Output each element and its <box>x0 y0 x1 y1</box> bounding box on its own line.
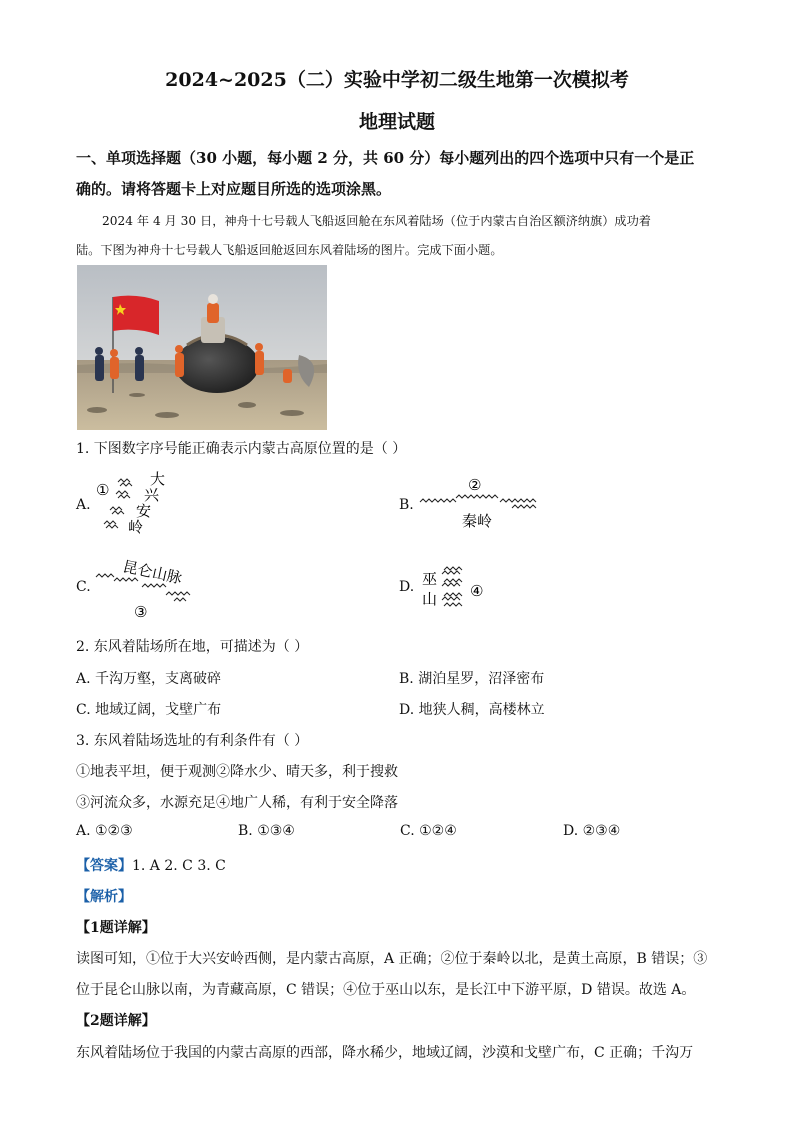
q1-option-d-letter: D. <box>399 579 415 595</box>
intro-line2: 陆。下图为神舟十七号载人飞船返回舱返回东风着陆场的图片。完成下面小题。 <box>76 243 503 257</box>
page-subtitle: 地理试题 <box>358 111 435 133</box>
q2-option-c: C. 地域辽阔，戈壁广布 <box>76 702 222 718</box>
q1-option-c-letter: C. <box>76 579 91 595</box>
question-1-stem: 1. 下图数字序号能正确表示内蒙古高原位置的是（ ） <box>76 441 407 457</box>
analysis-tag: 【解析】 <box>76 889 132 905</box>
detail-1-line1: 读图可知，①位于大兴安岭西侧，是内蒙古高原，A 正确；②位于秦岭以北，是黄土高原，B 错误；③ <box>76 951 708 967</box>
q1a-circle-num: ① <box>96 481 110 499</box>
answer-text: 1. A 2. C 3. C <box>132 858 226 874</box>
capsule-landing-photo <box>77 265 327 430</box>
detail-2-line1: 东风着陆场位于我国的内蒙古高原的西部，降水稀少，地域辽阔，沙漠和戈壁广布，C 正确；千沟万 <box>76 1045 694 1061</box>
q1-option-b-letter: B. <box>399 497 414 513</box>
q3-option-d: D. ②③④ <box>563 823 621 839</box>
svg-text:岭: 岭 <box>128 518 144 536</box>
svg-text:兴: 兴 <box>144 486 160 504</box>
q3-option-a: A. ①②③ <box>76 823 133 839</box>
q1d-circle-num: ④ <box>470 582 484 600</box>
q2-option-d: D. 地狭人稠，高楼林立 <box>399 702 545 718</box>
q3-statements-line1: ①地表平坦，便于观测②降水少、晴天多，利于搜救 <box>76 764 398 780</box>
intro-line1: 2024 年 4 月 30 日，神舟十七号载人飞船返回舱在东风着陆场（位于内蒙古自治区额济纳旗）成功着 <box>102 214 651 228</box>
q3-option-b: B. ①③④ <box>238 823 295 839</box>
q2-option-b: B. 湖泊星罗，沼泽密布 <box>399 671 545 687</box>
svg-text:巫: 巫 <box>422 570 438 588</box>
detail-1-tag: 【1题详解】 <box>76 920 156 936</box>
q3-option-c: C. ①②④ <box>400 823 457 839</box>
q1-option-b-map <box>416 474 546 534</box>
q1-option-a-letter: A. <box>76 497 91 513</box>
section-instructions-line2: 确的。请将答题卡上对应题目所选的选项涂黑。 <box>76 180 392 198</box>
q1-option-d-map <box>418 560 498 615</box>
answer-line <box>76 855 226 875</box>
svg-text:山: 山 <box>422 590 438 608</box>
svg-text:大: 大 <box>150 470 166 488</box>
svg-text:昆仑山脉: 昆仑山脉 <box>121 557 184 588</box>
q1b-circle-num: ② <box>468 476 482 494</box>
q1c-circle-num: ③ <box>134 603 148 620</box>
page-title: 2024~2025（二）实验中学初二级生地第一次模拟考 <box>165 69 629 91</box>
q1-option-c-map <box>92 555 202 620</box>
section-instructions-line1: 一、单项选择题（30 小题，每小题 2 分，共 60 分）每小题列出的四个选项中只有一个是正 <box>76 149 695 167</box>
q1-option-a-map <box>92 468 192 540</box>
question-3-stem: 3. 东风着陆场选址的有利条件有（ ） <box>76 733 309 749</box>
question-2-stem: 2. 东风着陆场所在地，可描述为（ ） <box>76 639 309 655</box>
detail-1-line2: 位于昆仑山脉以南，为青藏高原，C 错误；④位于巫山以东，是长江中下游平原，D 错误。故选 A。 <box>76 982 696 998</box>
q1b-range-name: 秦岭 <box>462 512 493 530</box>
q3-statements-line2: ③河流众多，水源充足④地广人稀，有利于安全降落 <box>76 795 398 811</box>
q2-option-a: A. 千沟万壑，支离破碎 <box>76 671 222 687</box>
answer-tag: 【答案】 <box>76 858 132 874</box>
detail-2-tag: 【2题详解】 <box>76 1013 156 1029</box>
svg-text:安: 安 <box>136 502 152 520</box>
